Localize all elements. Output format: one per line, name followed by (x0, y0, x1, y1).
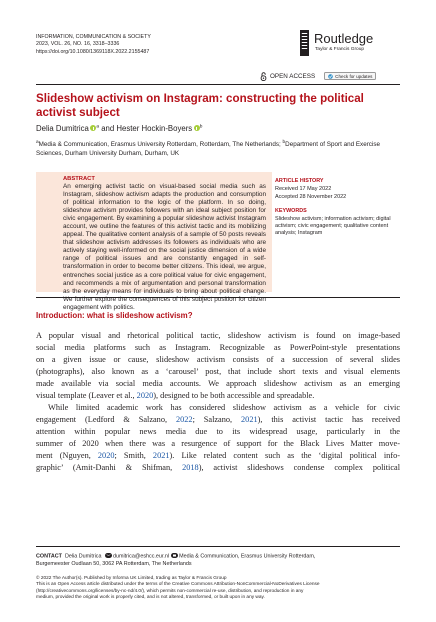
contact-address: Media & Communication, Erasmus University Rotterdam, (179, 553, 316, 560)
license-line: This is an Open Access article distributed under the terms of the Creative Commons Attribution-NonCommercial-NoDerivatives License (36, 582, 320, 588)
section-heading: Introduction: what is slideshow activism? (36, 311, 193, 320)
license-line[interactable]: (http://creativecommons.org/licenses/by-nc-nd/4.0/), which permits non-commercial re-use, distribution, and reproduction in any (36, 588, 304, 594)
author-affil-marker: a (96, 124, 100, 130)
paragraph (36, 402, 400, 474)
header-divider (36, 84, 400, 85)
affiliations (36, 139, 400, 158)
affil-marker: a (36, 140, 39, 145)
text-fragment: ment (Nguyen, (36, 451, 98, 460)
text-fragment: engagement (Ledford & Salzano, (36, 415, 176, 424)
citation-link[interactable]: 2018 (182, 463, 199, 472)
text-line (36, 462, 400, 474)
text-fragment: ; Salzano, (192, 415, 242, 424)
copyright-line: © 2022 The Author(s). Published by Informa UK Limited, trading as Taylor & Francis Group (36, 576, 227, 581)
affiliation-text: Media & Communication, Erasmus University Rotterdam, Rotterdam, The Netherlands; (38, 141, 283, 149)
publisher-name: Routledge (314, 31, 374, 46)
author-name[interactable]: Delia Dumitrica (36, 124, 89, 133)
author-list (36, 124, 202, 133)
footer-divider (36, 546, 400, 547)
orcid-icon[interactable] (90, 125, 96, 131)
text-line: made available via social media accounts. We approach slideshow activism as an emerging (36, 379, 400, 388)
contact-label: CONTACT (36, 553, 62, 560)
author-name[interactable]: Hester Hockin-Boyers (116, 124, 193, 133)
citation-link[interactable]: 2020 (97, 451, 115, 460)
contact-block (36, 553, 400, 568)
text-line (36, 450, 400, 462)
author-affil-marker: b (199, 124, 203, 130)
paragraph (36, 330, 400, 402)
keywords-label: KEYWORDS (275, 208, 307, 214)
history-label: ARTICLE HISTORY (275, 178, 324, 184)
text-line: attention within popular news media due to its widespread usage, particularly in the (36, 427, 400, 436)
citation-link[interactable]: 2020 (136, 391, 154, 400)
citation-link[interactable]: 2021 (241, 415, 258, 424)
text-line: While limited academic work has considered slideshow activism as a vehicle for civic (48, 403, 400, 412)
text-fragment: ), this activist tactic has received (257, 415, 401, 424)
license-line: medium, provided the original work is properly cited, and is not altered, transformed, or built upon in any way. (36, 595, 265, 601)
text-line (36, 414, 400, 426)
email-icon (105, 553, 112, 558)
journal-volume: 2023, VOL. 26, NO. 16, 3318–3336 (36, 41, 120, 48)
open-access-lock-icon (260, 72, 267, 81)
affiliation-text: Department of Sport and Exercise Sciences, Durham University Durham, Durham, UK (36, 141, 381, 157)
citation-link[interactable]: 2022 (175, 415, 193, 424)
article-title (36, 92, 396, 120)
text-line (36, 390, 400, 402)
access-bar (260, 71, 376, 81)
abstract-text: An emerging activist tactic on visual-based social media such as Instagram, slideshow activism adapts the production and consumption of political information to the logic of the platform. In so doing, slideshow activism provides followers with an ideal subject position for civic engagement. By examining a popular slideshow activist Instagram account, we outline the features of this activist tactic and its mobilizing appeal. The qualitative content analysis of a sample of 50 posts reveals that slideshow activism addresses its followers as individuals who are actively staying well-informed on the social justice dimension of a wide range of political issues and are constantly engaged in self-transformation in order to become better citizens. This ideal, we argue, entrenches social justice as a core political value for civic engagement, and recommends a mix of argumentation and personal transformation as the everyday means for individuals to bring about political change. We further explore the consequences of this subject position for citizen engagement with politics. (63, 183, 266, 311)
address-icon (171, 553, 178, 558)
journal-name: INFORMATION, COMMUNICATION & SOCIETY (36, 34, 151, 40)
history-accepted: Accepted 28 November 2022 (275, 194, 347, 200)
routledge-logo-icon (300, 30, 309, 56)
keywords-text: Slideshow activism; information activism; digital activism; civic engagement; qualitative content analysis; Instagram (275, 216, 391, 237)
text-fragment: ; Smith, (114, 451, 153, 460)
text-line: on a given issue or cause, slideshow activism consists of a succession of several slides (36, 355, 400, 364)
author-separator: and (99, 124, 117, 133)
abstract-label: ABSTRACT (63, 176, 95, 182)
title-line-2: activist subject (36, 106, 120, 120)
text-line: summer of 2020 when there was a resurgence of support for the Black Lives Matter move- (36, 439, 400, 448)
text-fragment: visual template (Leaver et al., (36, 391, 137, 400)
contact-address-line: Burgemeester Oudlaan 50, 3062 PA Rotterdam, The Netherlands (36, 560, 192, 567)
journal-doi[interactable]: https://doi.org/10.1080/1369118X.2022.2155487 (36, 48, 150, 55)
contact-name: Delia Dumitrica (64, 553, 102, 560)
journal-header (36, 34, 151, 56)
text-line: social media platforms such as Instagram. Recognizable as PowerPoint-style presentations (36, 343, 400, 352)
publisher-subtitle: Taylor & Francis Group (315, 47, 365, 52)
check-updates-icon (328, 74, 333, 79)
affil-marker: b (282, 140, 286, 145)
license-block (36, 576, 400, 602)
title-line-1: Slideshow activism on Instagram: constructing the political (36, 92, 364, 105)
abstract-divider (36, 297, 400, 298)
check-updates-button[interactable] (324, 72, 376, 80)
text-fragment: ). Like related content such as the ‘digital political info- (169, 451, 401, 460)
text-line: A popular visual and rhetorical political tactic, slideshow activism is found on image-based (36, 331, 400, 340)
check-updates-label: Check for updates (335, 73, 373, 79)
text-fragment: ), designed to be both accessible and spreadable. (153, 391, 315, 400)
contact-line (36, 553, 400, 561)
body-text (36, 330, 400, 474)
text-fragment: ), activist slideshows condense complex political (198, 463, 401, 472)
publisher-logo (300, 30, 400, 60)
history-received: Received 17 May 2022 (275, 186, 332, 192)
contact-email[interactable]: dumitrica@eshcc.eur.nl (113, 553, 170, 560)
text-line: (photographs), also known as a ‘carousel’ post, that include short texts and visual elements (36, 367, 400, 376)
text-fragment: graphic’ (Amit-Danhi & Shifman, (36, 463, 183, 472)
orcid-icon[interactable] (194, 125, 200, 131)
citation-link[interactable]: 2021 (152, 451, 170, 460)
open-access-label: OPEN ACCESS (270, 72, 316, 80)
